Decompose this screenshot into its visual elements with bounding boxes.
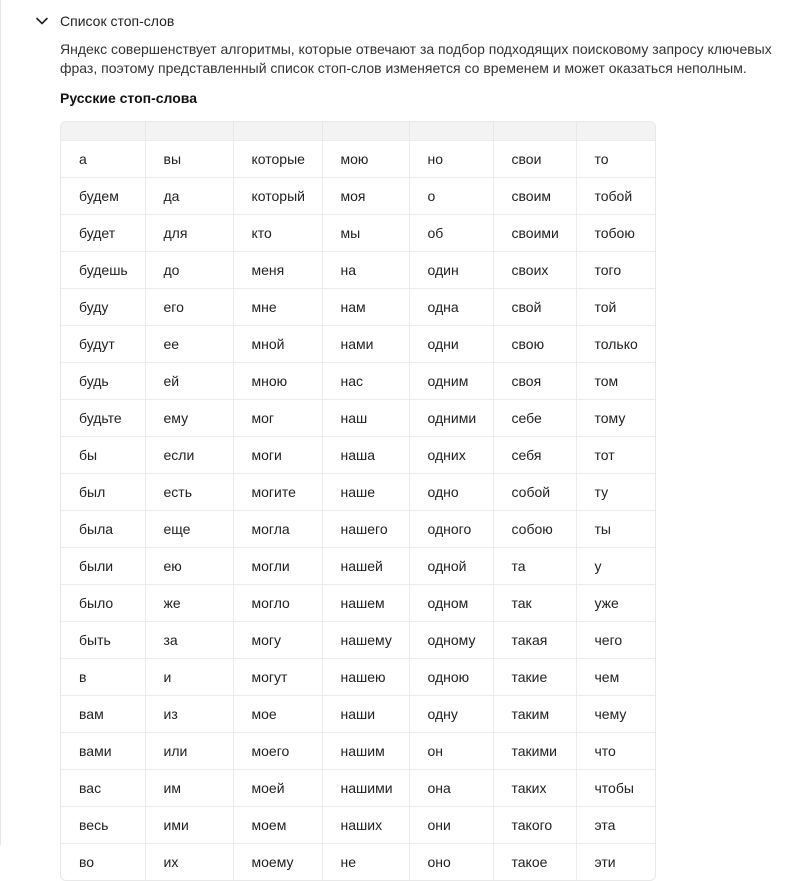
stopword-cell: наше bbox=[322, 474, 409, 511]
stopword-cell: мы bbox=[322, 215, 409, 252]
stopword-cell: такое bbox=[493, 844, 576, 881]
stopword-cell: мою bbox=[322, 141, 409, 178]
table-row bbox=[61, 585, 655, 622]
stopword-cell: нашей bbox=[322, 548, 409, 585]
stopword-cell: вы bbox=[145, 141, 233, 178]
stopword-cell: будут bbox=[61, 326, 145, 363]
stopword-cell: еще bbox=[145, 511, 233, 548]
table-row bbox=[61, 178, 655, 215]
stopword-cell: свой bbox=[493, 289, 576, 326]
stopword-cell: нашими bbox=[322, 770, 409, 807]
section-title: Список стоп-слов bbox=[60, 13, 175, 29]
stopword-cell: во bbox=[61, 844, 145, 881]
stopword-cell: мною bbox=[233, 363, 322, 400]
stopword-cell: таким bbox=[493, 696, 576, 733]
table-row bbox=[61, 326, 655, 363]
stopword-cell: моей bbox=[233, 770, 322, 807]
section-toggle[interactable] bbox=[34, 11, 174, 31]
stopword-cell: нам bbox=[322, 289, 409, 326]
table-row bbox=[61, 844, 655, 881]
stopword-cell: будьте bbox=[61, 400, 145, 437]
table-row bbox=[61, 474, 655, 511]
stopword-cell: один bbox=[409, 252, 493, 289]
stopword-cell: могла bbox=[233, 511, 322, 548]
stopword-cell: себе bbox=[493, 400, 576, 437]
stopword-cell: одна bbox=[409, 289, 493, 326]
stopword-cell: ею bbox=[145, 548, 233, 585]
table-row bbox=[61, 807, 655, 844]
stopword-cell: есть bbox=[145, 474, 233, 511]
stopword-cell: она bbox=[409, 770, 493, 807]
stopword-cell: о bbox=[409, 178, 493, 215]
header-cell bbox=[322, 122, 409, 141]
stopword-cell: только bbox=[576, 326, 655, 363]
stopword-cell: собой bbox=[493, 474, 576, 511]
stopword-cell: та bbox=[493, 548, 576, 585]
stopword-cell: их bbox=[145, 844, 233, 881]
stopword-cell: буду bbox=[61, 289, 145, 326]
stopword-cell: были bbox=[61, 548, 145, 585]
stopword-cell: чем bbox=[576, 659, 655, 696]
stopword-cell: могли bbox=[233, 548, 322, 585]
stopword-cell: свою bbox=[493, 326, 576, 363]
stopword-cell: а bbox=[61, 141, 145, 178]
stopword-cell: он bbox=[409, 733, 493, 770]
stopword-cell: или bbox=[145, 733, 233, 770]
stopword-cell: вам bbox=[61, 696, 145, 733]
stopword-cell: нашему bbox=[322, 622, 409, 659]
stopword-cell: ему bbox=[145, 400, 233, 437]
stopword-cell: наш bbox=[322, 400, 409, 437]
stopword-cell: себя bbox=[493, 437, 576, 474]
table-header-row bbox=[61, 122, 655, 141]
stopword-cell: но bbox=[409, 141, 493, 178]
stopword-cell: вами bbox=[61, 733, 145, 770]
table-row bbox=[61, 437, 655, 474]
table-body bbox=[61, 141, 655, 881]
stopword-cell: того bbox=[576, 252, 655, 289]
header-cell bbox=[576, 122, 655, 141]
header-cell bbox=[493, 122, 576, 141]
stopword-cell: такие bbox=[493, 659, 576, 696]
stopword-cell: если bbox=[145, 437, 233, 474]
stopword-cell: такого bbox=[493, 807, 576, 844]
stopword-cell: мое bbox=[233, 696, 322, 733]
stopword-cell: наша bbox=[322, 437, 409, 474]
stopword-cell: уже bbox=[576, 585, 655, 622]
header-cell bbox=[233, 122, 322, 141]
stopword-cell: чтобы bbox=[576, 770, 655, 807]
stopword-cell: и bbox=[145, 659, 233, 696]
table-row bbox=[61, 289, 655, 326]
stopword-cell: то bbox=[576, 141, 655, 178]
stopword-cell: одними bbox=[409, 400, 493, 437]
stopword-cell: будешь bbox=[61, 252, 145, 289]
chevron-down-icon bbox=[34, 13, 50, 29]
table-row bbox=[61, 548, 655, 585]
stopword-cell: у bbox=[576, 548, 655, 585]
stopword-cell: весь bbox=[61, 807, 145, 844]
stopword-cell: тому bbox=[576, 400, 655, 437]
stopword-cell: таких bbox=[493, 770, 576, 807]
table-row bbox=[61, 215, 655, 252]
stopword-cell: будем bbox=[61, 178, 145, 215]
stopword-cell: могите bbox=[233, 474, 322, 511]
table-row bbox=[61, 770, 655, 807]
table-row bbox=[61, 511, 655, 548]
stopword-cell: меня bbox=[233, 252, 322, 289]
stopword-cell: наших bbox=[322, 807, 409, 844]
stopword-cell: бы bbox=[61, 437, 145, 474]
table-row bbox=[61, 622, 655, 659]
stopword-cell: свои bbox=[493, 141, 576, 178]
stopword-cell: моем bbox=[233, 807, 322, 844]
stopword-cell: будет bbox=[61, 215, 145, 252]
stopword-cell: нашего bbox=[322, 511, 409, 548]
stopword-cell: нашим bbox=[322, 733, 409, 770]
stopword-cell: могло bbox=[233, 585, 322, 622]
stopword-cell: чему bbox=[576, 696, 655, 733]
stopword-cell: об bbox=[409, 215, 493, 252]
stopword-cell: для bbox=[145, 215, 233, 252]
stopword-cell: своих bbox=[493, 252, 576, 289]
stopword-cell: была bbox=[61, 511, 145, 548]
stopword-cell: вас bbox=[61, 770, 145, 807]
stopword-cell: могут bbox=[233, 659, 322, 696]
stopword-cell: нас bbox=[322, 363, 409, 400]
stopword-cell: одному bbox=[409, 622, 493, 659]
table-row bbox=[61, 400, 655, 437]
table-row bbox=[61, 141, 655, 178]
stopword-cell: было bbox=[61, 585, 145, 622]
stopword-cell: что bbox=[576, 733, 655, 770]
stopword-cell: том bbox=[576, 363, 655, 400]
stopword-cell: же bbox=[145, 585, 233, 622]
stopword-cell: из bbox=[145, 696, 233, 733]
stopword-cell: могу bbox=[233, 622, 322, 659]
stopword-cell: его bbox=[145, 289, 233, 326]
table-row bbox=[61, 659, 655, 696]
stopword-cell: в bbox=[61, 659, 145, 696]
stopword-cell: нами bbox=[322, 326, 409, 363]
stopword-cell: моего bbox=[233, 733, 322, 770]
stopword-cell: кто bbox=[233, 215, 322, 252]
stopword-cell: одного bbox=[409, 511, 493, 548]
stopword-cell: они bbox=[409, 807, 493, 844]
stopword-cell: мог bbox=[233, 400, 322, 437]
stopword-cell: той bbox=[576, 289, 655, 326]
stopword-cell: до bbox=[145, 252, 233, 289]
stopword-cell: наши bbox=[322, 696, 409, 733]
stopword-cell: тобою bbox=[576, 215, 655, 252]
stopword-cell: да bbox=[145, 178, 233, 215]
stopword-cell: за bbox=[145, 622, 233, 659]
stopword-cell: будь bbox=[61, 363, 145, 400]
stopword-cell: мной bbox=[233, 326, 322, 363]
stopword-cell: одним bbox=[409, 363, 493, 400]
stopword-cell: одном bbox=[409, 585, 493, 622]
table-heading: Русские стоп-слова bbox=[60, 90, 198, 106]
stopword-cell: тобой bbox=[576, 178, 655, 215]
stopword-cell: ту bbox=[576, 474, 655, 511]
stopword-cell: одно bbox=[409, 474, 493, 511]
stopword-cell: одни bbox=[409, 326, 493, 363]
table-header bbox=[61, 122, 655, 141]
stopword-cell: чего bbox=[576, 622, 655, 659]
stopwords-table bbox=[61, 122, 655, 880]
header-cell bbox=[145, 122, 233, 141]
stopword-cell: своя bbox=[493, 363, 576, 400]
stopword-cell: который bbox=[233, 178, 322, 215]
stopword-cell: оно bbox=[409, 844, 493, 881]
stopword-cell: эта bbox=[576, 807, 655, 844]
stopword-cell: одних bbox=[409, 437, 493, 474]
stopword-cell: ими bbox=[145, 807, 233, 844]
stopword-cell: которые bbox=[233, 141, 322, 178]
header-cell bbox=[409, 122, 493, 141]
stopword-cell: нашею bbox=[322, 659, 409, 696]
stopword-cell: моги bbox=[233, 437, 322, 474]
stopword-cell: одной bbox=[409, 548, 493, 585]
stopword-cell: нашем bbox=[322, 585, 409, 622]
stopword-cell: был bbox=[61, 474, 145, 511]
table-row bbox=[61, 733, 655, 770]
table-row bbox=[61, 252, 655, 289]
table-row bbox=[61, 696, 655, 733]
table-row bbox=[61, 363, 655, 400]
stopword-cell: эти bbox=[576, 844, 655, 881]
stopword-cell: моя bbox=[322, 178, 409, 215]
stopword-cell: на bbox=[322, 252, 409, 289]
stopword-cell: им bbox=[145, 770, 233, 807]
stopword-cell: собою bbox=[493, 511, 576, 548]
stopword-cell: ты bbox=[576, 511, 655, 548]
stopword-cell: быть bbox=[61, 622, 145, 659]
stopword-cell: моему bbox=[233, 844, 322, 881]
stopword-cell: своими bbox=[493, 215, 576, 252]
stopword-cell: ее bbox=[145, 326, 233, 363]
stopwords-table-container bbox=[60, 121, 656, 881]
stopword-cell: мне bbox=[233, 289, 322, 326]
stopword-cell: одною bbox=[409, 659, 493, 696]
stopword-cell: такая bbox=[493, 622, 576, 659]
stopword-cell: одну bbox=[409, 696, 493, 733]
stopword-cell: своим bbox=[493, 178, 576, 215]
stopword-cell: такими bbox=[493, 733, 576, 770]
header-cell bbox=[61, 122, 145, 141]
stopword-cell: тот bbox=[576, 437, 655, 474]
stopword-cell: не bbox=[322, 844, 409, 881]
section-description: Яндекс совершенствует алгоритмы, которые отвечают за подбор подходящих поисковому запросу ключевых фраз, поэтому представленный список стоп-слов изменяется со временем и может оказаться неполным. bbox=[60, 41, 772, 76]
stopword-cell: так bbox=[493, 585, 576, 622]
stopword-cell: ей bbox=[145, 363, 233, 400]
left-border bbox=[0, 0, 1, 845]
